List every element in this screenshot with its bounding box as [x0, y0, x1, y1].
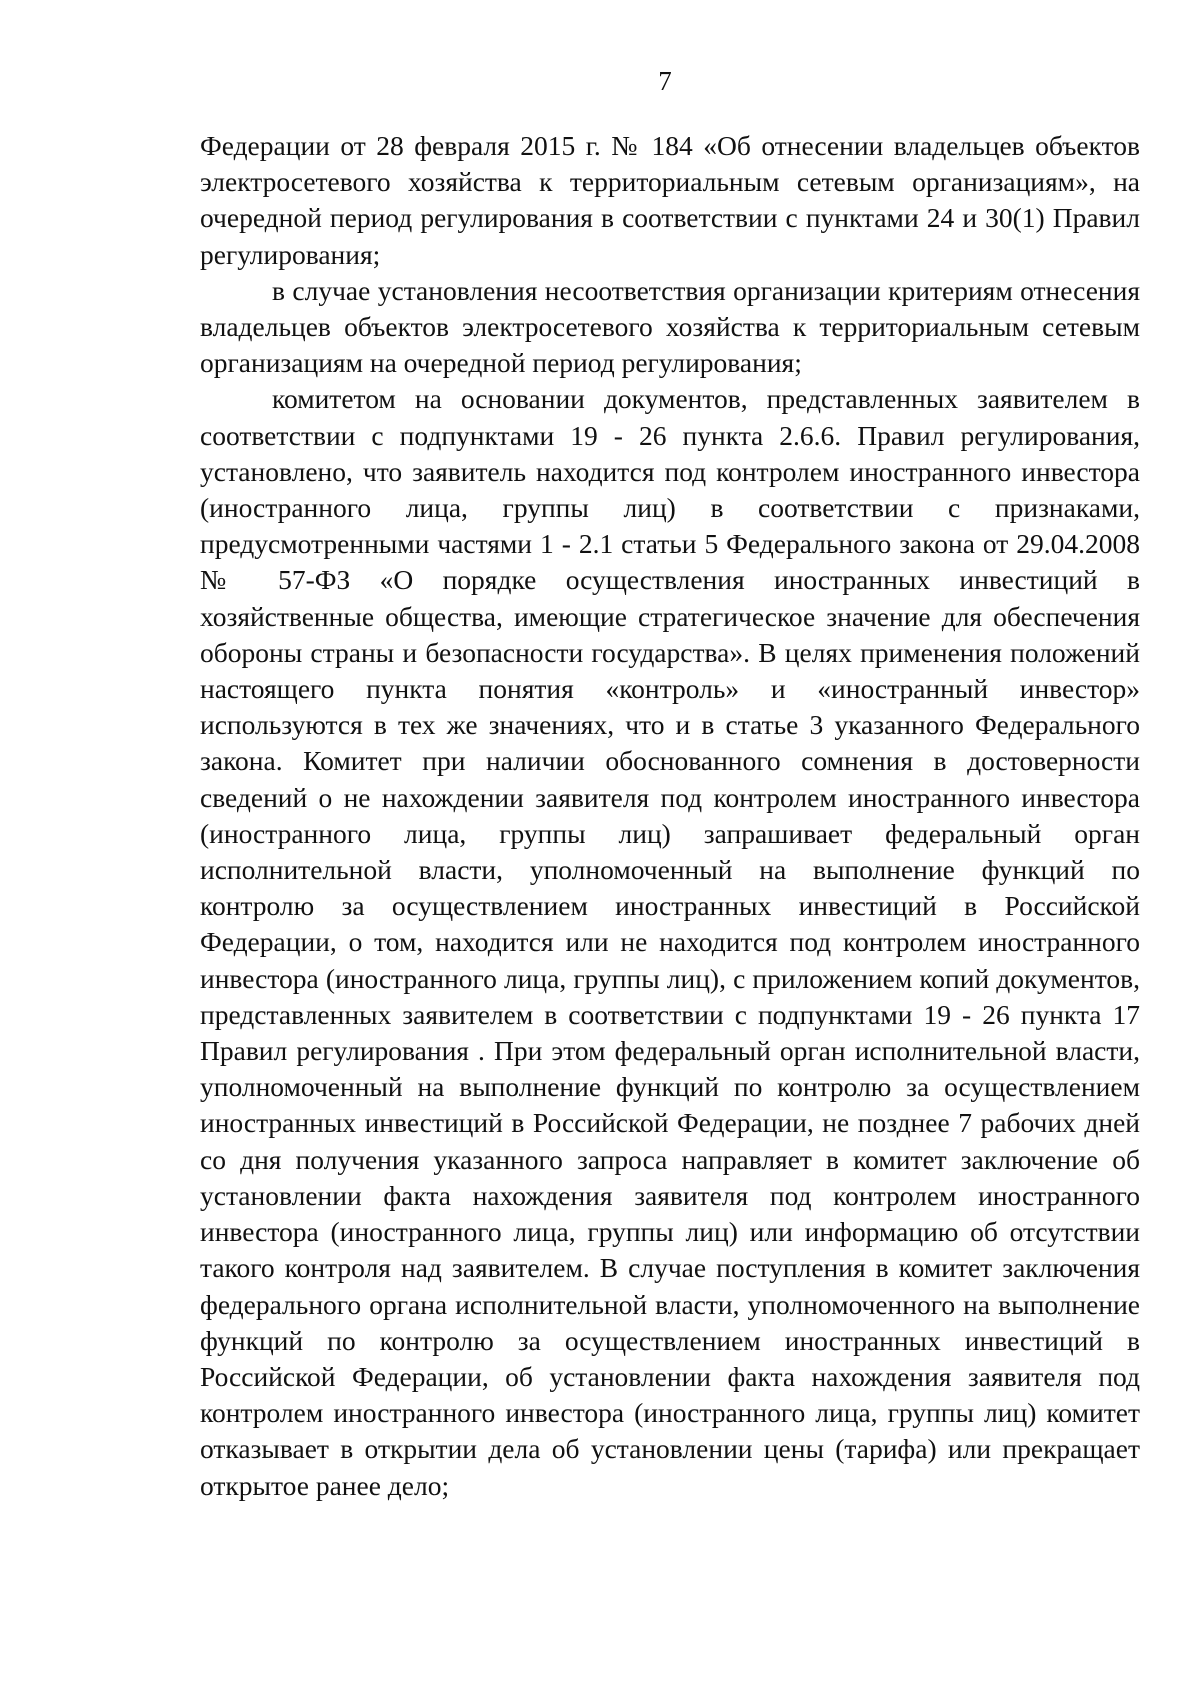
document-body: [200, 128, 1140, 1504]
page-number: 7: [658, 66, 672, 96]
paragraph-continuation: Федерации от 28 февраля 2015 г. № 184 «Об отнесении владельцев объектов электросетевого хозяйства к территориальным сетевым организациям», на очередной период регулирования в соответствии с пунктами 24 и 30(1) Правил регулирования;: [200, 130, 1140, 270]
paragraph-noncompliance: в случае установления несоответствия организации критериям отнесения владельцев объектов электросетевого хозяйства к территориальным сетевым организациям на очередной период регулирования;: [200, 274, 1140, 379]
paragraph-foreign-control: комитетом на основании документов, представленных заявителем в соответствии с подпунктами 19 - 26 пункта 2.6.6. Правил регулирования, установлено, что заявитель находится под контролем иностранного инвестора (иностранного лица, группы лиц) в соответствии с признаками, предусмотренными частями 1 - 2.1 статьи 5 Федерального закона от 29.04.2008 № 57-ФЗ «О порядке осуществления иностранных инвестиций в хозяйственные общества, имеющие стратегическое значение для обеспечения обороны страны и безопасности государства». В целях применения положений настоящего пункта понятия «контроль» и «иностранный инвестор» используются в тех же значениях, что и в статье 3 указанного Федерального закона. Комитет при наличии обоснованного сомнения в достоверности сведений о не нахождении заявителя под контролем иностранного инвестора (иностранного лица, группы лиц) запрашивает федеральный орган исполнительной власти, уполномоченный на выполнение функций по контролю за осуществлением иностранных инвестиций в Российской Федерации, о том, находится или не находится под контролем иностранного инвестора (иностранного лица, группы лиц), с приложением копий документов, представленных заявителем в соответствии с подпунктами 19 - 26 пункта 17 Правил регулирования . При этом федеральный орган исполнительной власти, уполномоченный на выполнение функций по контролю за осуществлением иностранных инвестиций в Российской Федерации, не позднее 7 рабочих дней со дня получения указанного запроса направляет в комитет заключение об установлении факта нахождения заявителя под контролем иностранного инвестора (иностранного лица, группы лиц) или информацию об отсутствии такого контроля над заявителем. В случае поступления в комитет заключения федерального органа исполнительной власти, уполномоченного на выполнение функций по контролю за осуществлением иностранных инвестиций в Российской Федерации, об установлении факта нахождения заявителя под контролем иностранного инвестора (иностранного лица, группы лиц) комитет отказывает в открытии дела об установлении цены (тарифа) или прекращает открытое ранее дело;: [200, 383, 1140, 1501]
